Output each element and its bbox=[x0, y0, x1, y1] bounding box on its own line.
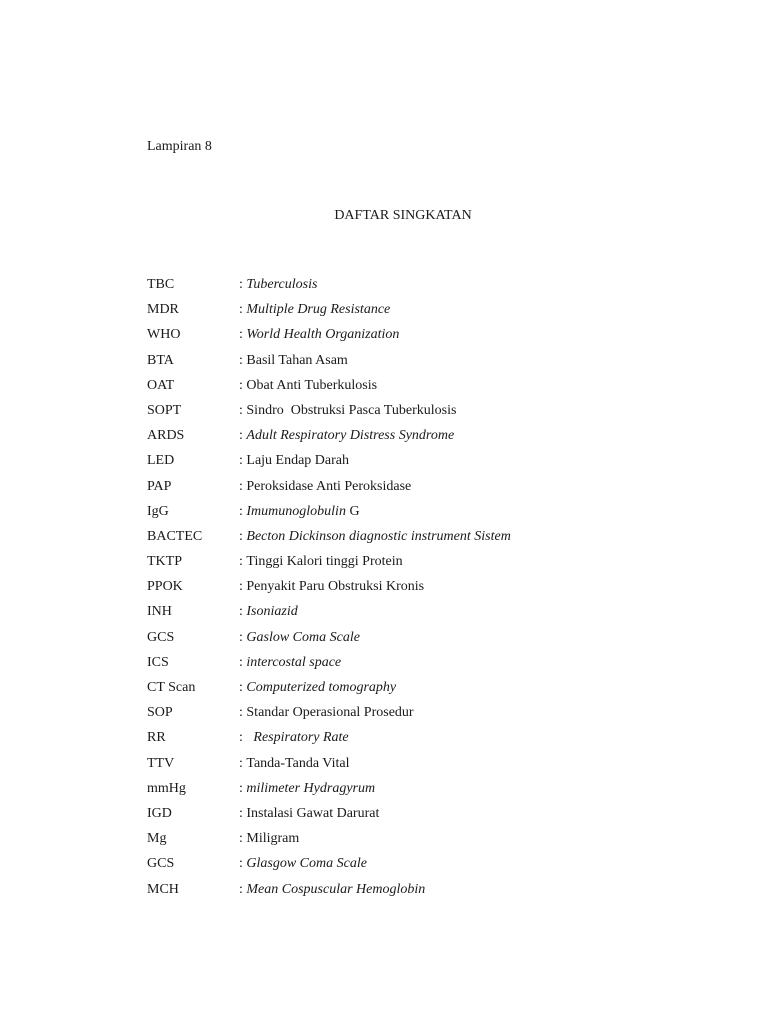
list-item bbox=[147, 729, 707, 754]
definition-text: Becton Dickinson diagnostic instrument Sistem bbox=[246, 528, 511, 544]
separator-colon: : bbox=[239, 629, 247, 645]
definition-text: Isoniazid bbox=[246, 604, 298, 620]
definition-text: Tinggi Kalori tinggi Protein bbox=[246, 554, 403, 570]
abbreviation-term: LED bbox=[147, 453, 175, 469]
list-item bbox=[147, 427, 707, 452]
definition-text: Tanda-Tanda Vital bbox=[246, 755, 350, 771]
definition-text: Penyakit Paru Obstruksi Kronis bbox=[246, 579, 425, 595]
page-title: DAFTAR SINGKATAN bbox=[334, 208, 472, 223]
separator-colon: : bbox=[239, 780, 247, 796]
list-item bbox=[147, 603, 707, 628]
list-item bbox=[147, 881, 707, 906]
definition-text: Peroksidase Anti Peroksidase bbox=[246, 478, 412, 494]
separator-colon: : bbox=[239, 327, 247, 343]
separator-colon: : bbox=[239, 881, 247, 897]
separator-colon: : bbox=[239, 352, 247, 368]
definition-text: Tuberculosis bbox=[246, 277, 318, 292]
abbreviation-definition bbox=[246, 654, 341, 679]
definition-text: Instalasi Gawat Darurat bbox=[246, 805, 380, 821]
list-item bbox=[147, 780, 707, 805]
separator-colon: : bbox=[239, 277, 247, 292]
abbreviation-term: MDR bbox=[147, 302, 179, 318]
abbreviation-term: TBC bbox=[147, 277, 175, 292]
abbreviation-definition bbox=[246, 478, 411, 503]
abbreviation-term: IgG bbox=[147, 503, 169, 519]
abbreviation-term: ARDS bbox=[147, 428, 185, 444]
separator-colon: : bbox=[239, 856, 247, 872]
abbreviation-term: TTV bbox=[147, 755, 175, 771]
abbreviation-definition bbox=[246, 402, 456, 427]
abbreviation-definition bbox=[246, 427, 454, 452]
list-item bbox=[147, 654, 707, 679]
list-item bbox=[147, 553, 707, 578]
separator-colon: : bbox=[239, 654, 247, 670]
list-item bbox=[147, 830, 707, 855]
list-item bbox=[147, 805, 707, 830]
separator-colon: : bbox=[239, 302, 247, 318]
abbreviation-definition bbox=[246, 326, 399, 351]
abbreviation-definition bbox=[246, 528, 510, 553]
abbreviation-term: INH bbox=[147, 604, 172, 620]
list-item bbox=[147, 301, 707, 326]
list-item bbox=[147, 352, 707, 377]
abbreviation-definition bbox=[246, 629, 360, 654]
list-item bbox=[147, 276, 707, 301]
list-item bbox=[147, 755, 707, 780]
separator-colon: : bbox=[239, 604, 247, 620]
abbreviation-definition bbox=[246, 881, 425, 906]
abbreviation-term: SOPT bbox=[147, 402, 182, 418]
definition-text: Imumunoglobulin bbox=[246, 503, 346, 519]
separator-colon: : bbox=[239, 680, 247, 695]
definition-text: Gaslow Coma Scale bbox=[246, 629, 360, 645]
abbreviation-definition bbox=[246, 679, 396, 704]
definition-text: Computerized tomography bbox=[246, 680, 397, 695]
abbreviation-definition bbox=[246, 704, 413, 729]
abbreviation-term: WHO bbox=[147, 327, 181, 343]
list-item bbox=[147, 452, 707, 477]
definition-text: World Health Organization bbox=[246, 327, 400, 343]
list-item bbox=[147, 679, 707, 704]
abbreviation-term: mmHg bbox=[147, 780, 186, 796]
list-item bbox=[147, 578, 707, 603]
definition-text: Basil Tahan Asam bbox=[246, 352, 348, 368]
abbreviation-term: SOP bbox=[147, 705, 173, 721]
definition-text: Obat Anti Tuberkulosis bbox=[246, 377, 378, 393]
abbreviation-definition bbox=[246, 352, 347, 377]
definition-text: Mean Cospuscular Hemoglobin bbox=[246, 881, 426, 897]
abbreviation-term: GCS bbox=[147, 856, 175, 872]
abbreviation-definition bbox=[246, 301, 390, 326]
separator-colon: : bbox=[239, 428, 247, 444]
separator-colon: : bbox=[239, 831, 247, 847]
definition-text: milimeter Hydragyrum bbox=[246, 780, 376, 796]
separator-colon: : bbox=[239, 453, 247, 469]
abbreviation-term: RR bbox=[147, 730, 166, 746]
separator-colon: : bbox=[239, 554, 247, 570]
definition-text: Adult Respiratory Distress Syndrome bbox=[246, 428, 455, 444]
abbreviation-term: TKTP bbox=[147, 554, 182, 570]
abbreviation-definition bbox=[253, 729, 348, 754]
separator-colon: : bbox=[239, 755, 247, 771]
separator-colon: : bbox=[239, 528, 247, 544]
list-item bbox=[147, 855, 707, 880]
separator-colon: : bbox=[239, 478, 247, 494]
abbreviation-term: ICS bbox=[147, 654, 169, 670]
definition-text: Glasgow Coma Scale bbox=[246, 856, 367, 872]
abbreviation-definition bbox=[246, 276, 317, 301]
list-item bbox=[147, 402, 707, 427]
list-item bbox=[147, 629, 707, 654]
abbreviation-definition bbox=[246, 503, 359, 528]
abbreviation-definition bbox=[246, 855, 367, 880]
abbreviation-term: IGD bbox=[147, 805, 172, 821]
separator-colon: : bbox=[239, 402, 247, 418]
definition-text: G bbox=[345, 503, 360, 519]
list-item bbox=[147, 478, 707, 503]
abbreviation-definition bbox=[246, 553, 402, 578]
list-item bbox=[147, 528, 707, 553]
separator-colon: : bbox=[239, 705, 247, 721]
separator-colon: : bbox=[239, 805, 247, 821]
list-item bbox=[147, 326, 707, 351]
abbreviation-definition bbox=[246, 805, 379, 830]
separator-colon: : bbox=[239, 377, 247, 393]
abbreviation-definition bbox=[246, 452, 349, 477]
abbreviation-definition bbox=[246, 578, 424, 603]
definition-text: Sindro Obstruksi Pasca Tuberkulosis bbox=[246, 402, 457, 418]
separator-colon: : bbox=[239, 730, 254, 746]
separator-colon: : bbox=[239, 579, 247, 595]
abbreviation-list bbox=[147, 276, 707, 906]
abbreviation-definition bbox=[246, 603, 297, 628]
definition-text: Standar Operasional Prosedur bbox=[246, 705, 414, 721]
list-item bbox=[147, 377, 707, 402]
abbreviation-term: MCH bbox=[147, 881, 179, 897]
list-item bbox=[147, 503, 707, 528]
definition-text: intercostal space bbox=[246, 654, 342, 670]
abbreviation-term: Mg bbox=[147, 831, 167, 847]
definition-text: Multiple Drug Resistance bbox=[246, 302, 391, 318]
abbreviation-definition bbox=[246, 830, 299, 855]
abbreviation-definition bbox=[246, 780, 375, 805]
appendix-label: Lampiran 8 bbox=[147, 139, 212, 154]
abbreviation-term: OAT bbox=[147, 377, 175, 393]
definition-text: Miligram bbox=[246, 831, 300, 847]
separator-colon: : bbox=[239, 503, 247, 519]
definition-text: Respiratory Rate bbox=[253, 730, 349, 746]
abbreviation-term: PPOK bbox=[147, 579, 183, 595]
definition-text: Laju Endap Darah bbox=[246, 453, 350, 469]
abbreviation-term: GCS bbox=[147, 629, 175, 645]
abbreviation-term: CT Scan bbox=[147, 680, 196, 695]
abbreviation-definition bbox=[246, 755, 349, 780]
abbreviation-term: BTA bbox=[147, 352, 174, 368]
list-item bbox=[147, 704, 707, 729]
abbreviation-term: BACTEC bbox=[147, 528, 203, 544]
abbreviation-definition bbox=[246, 377, 377, 402]
abbreviation-term: PAP bbox=[147, 478, 172, 494]
